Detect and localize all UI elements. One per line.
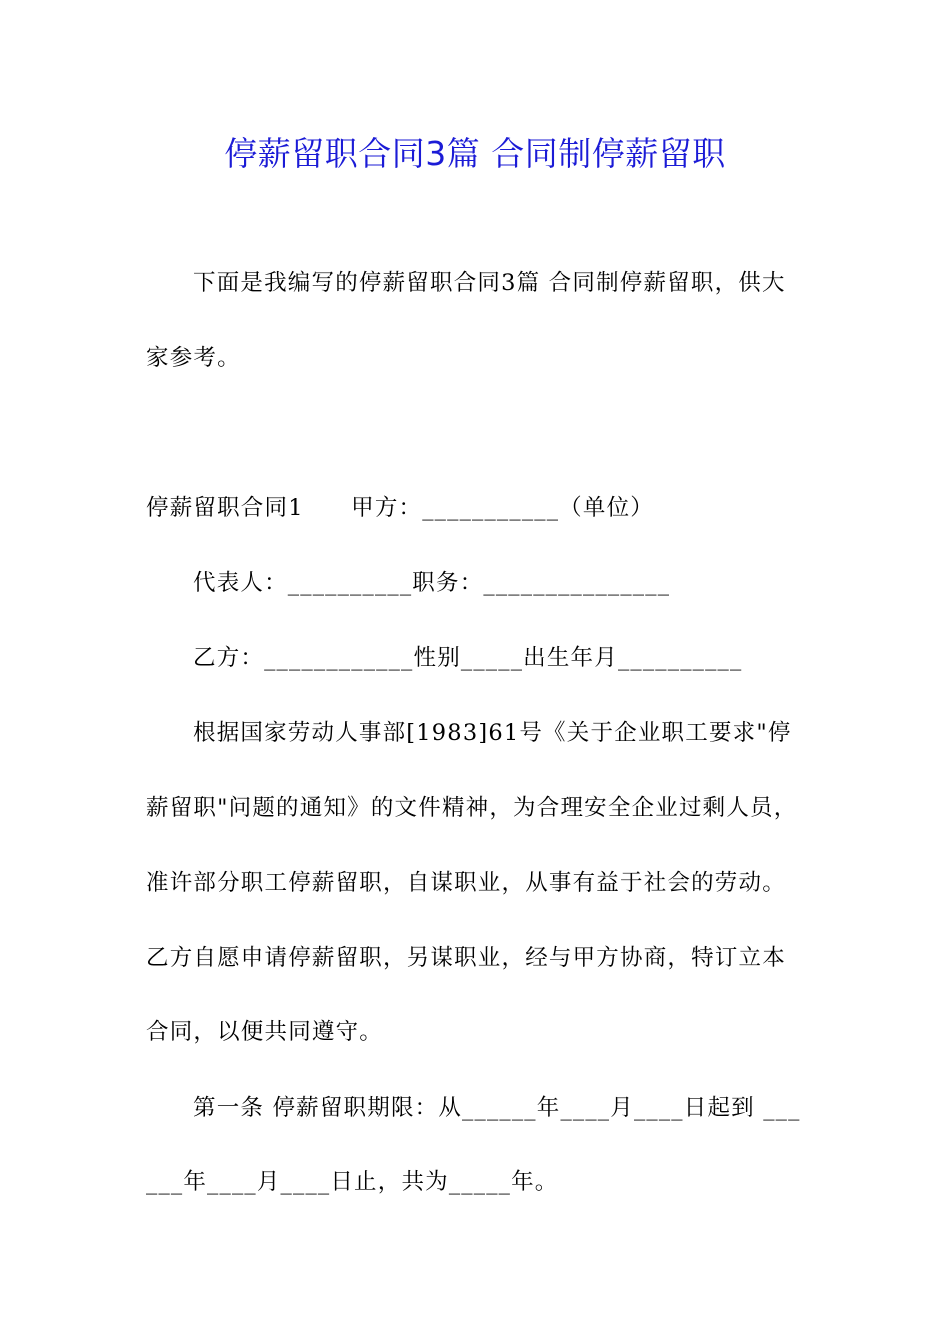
basis-paragraph-line-5: 合同，以便共同遵守。 (146, 1019, 384, 1045)
basis-paragraph-line-4: 乙方自愿申请停薪留职，另谋职业，经与甲方协商，特订立本 (146, 945, 786, 971)
basis-paragraph-line-2: 薪留职"问题的通知》的文件精神，为合理安全企业过剩人员， (146, 795, 798, 821)
intro-line-1: 下面是我编写的停薪留职合同3篇 合同制停薪留职，供大 (193, 270, 786, 296)
article-one-line-2: ___年____月____日止，共为_____年。 (146, 1169, 559, 1195)
intro-line-2: 家参考。 (146, 345, 241, 371)
party-b-line: 乙方：____________性别_____出生年月__________ (193, 645, 743, 671)
article-one-line-1: 第一条 停薪留职期限：从______年____月____日起到 ___ (193, 1095, 801, 1121)
basis-paragraph-line-1: 根据国家劳动人事部[1983]61号《关于企业职工要求"停 (193, 720, 792, 746)
representative-line: 代表人：__________职务：_______________ (193, 570, 671, 596)
basis-paragraph-line-3: 准许部分职工停薪留职，自谋职业，从事有益于社会的劳动。 (146, 870, 786, 896)
contract-heading: 停薪留职合同1 甲方：___________（单位） (146, 495, 654, 521)
page-title: 停薪留职合同3篇 合同制停薪留职 (224, 134, 726, 173)
